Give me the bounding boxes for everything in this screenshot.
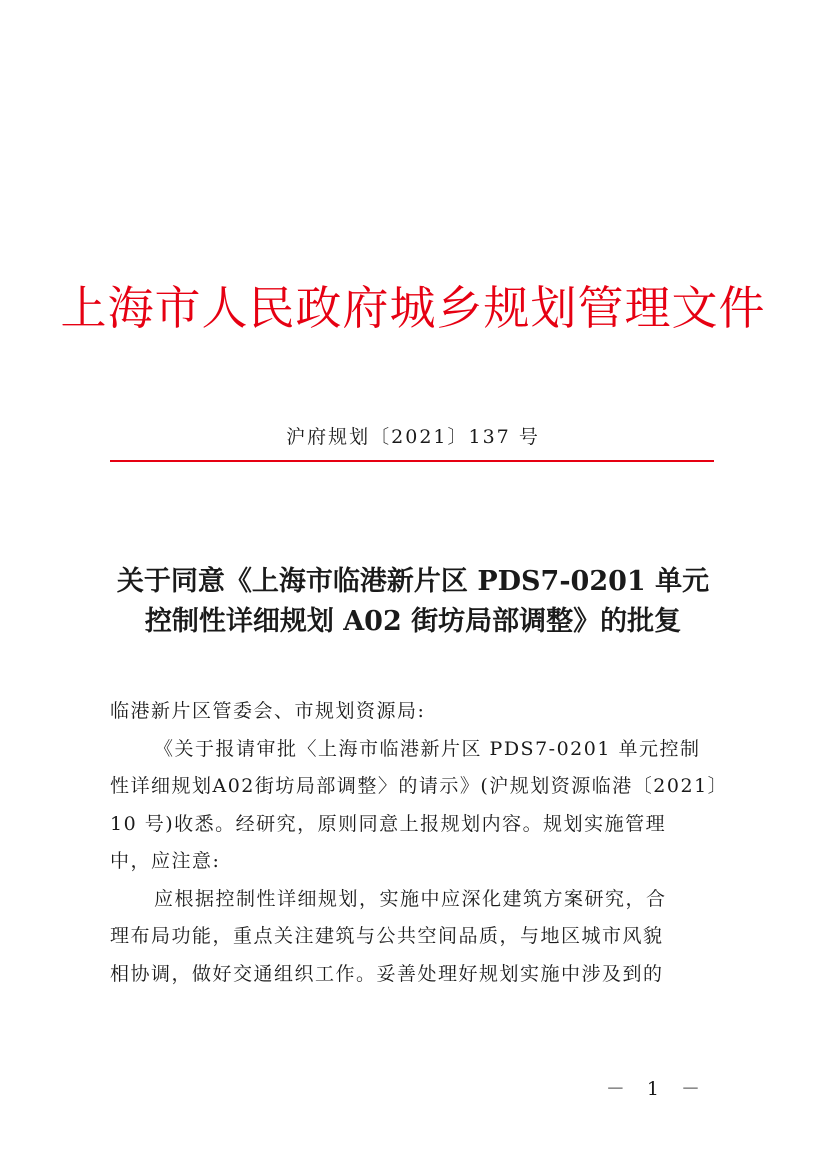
document-title-line-2: 控制性详细规划 A02 街坊局部调整》的批复 bbox=[144, 606, 682, 637]
paragraph-1-line: 中，应注意: bbox=[110, 850, 221, 872]
document-number: 沪府规划〔2021〕137 号 bbox=[286, 426, 540, 448]
addressee: 临港新片区管委会、市规划资源局: bbox=[110, 700, 426, 722]
document-body bbox=[110, 693, 729, 993]
paragraph-2-line: 应根据控制性详细规划，实施中应深化建筑方案研究，合 bbox=[154, 887, 667, 910]
paragraph-1-line: 10 号)收悉。经研究，原则同意上报规划内容。规划实施管理 bbox=[110, 812, 667, 835]
page-number: － 1 － bbox=[605, 1078, 708, 1100]
paragraph-1-line: 《关于报请审批〈上海市临港新片区 PDS7-0201 单元控制 bbox=[154, 737, 701, 760]
paragraph-2-line: 理布局功能，重点关注建筑与公共空间品质，与地区城市风貌 bbox=[110, 925, 664, 947]
paragraph-2-line: 相协调，做好交通组织工作。妥善处理好规划实施中涉及到的 bbox=[110, 962, 664, 985]
document-title bbox=[90, 562, 736, 642]
red-divider-line bbox=[110, 460, 714, 462]
document-title-line-1: 关于同意《上海市临港新片区 PDS7-0201 单元 bbox=[116, 566, 710, 597]
issuing-authority-header: 上海市人民政府城乡规划管理文件 bbox=[60, 281, 766, 335]
paragraph-1-line: 性详细规划A02街坊局部调整〉的请示》(沪规划资源临港〔2021〕 bbox=[110, 775, 729, 797]
